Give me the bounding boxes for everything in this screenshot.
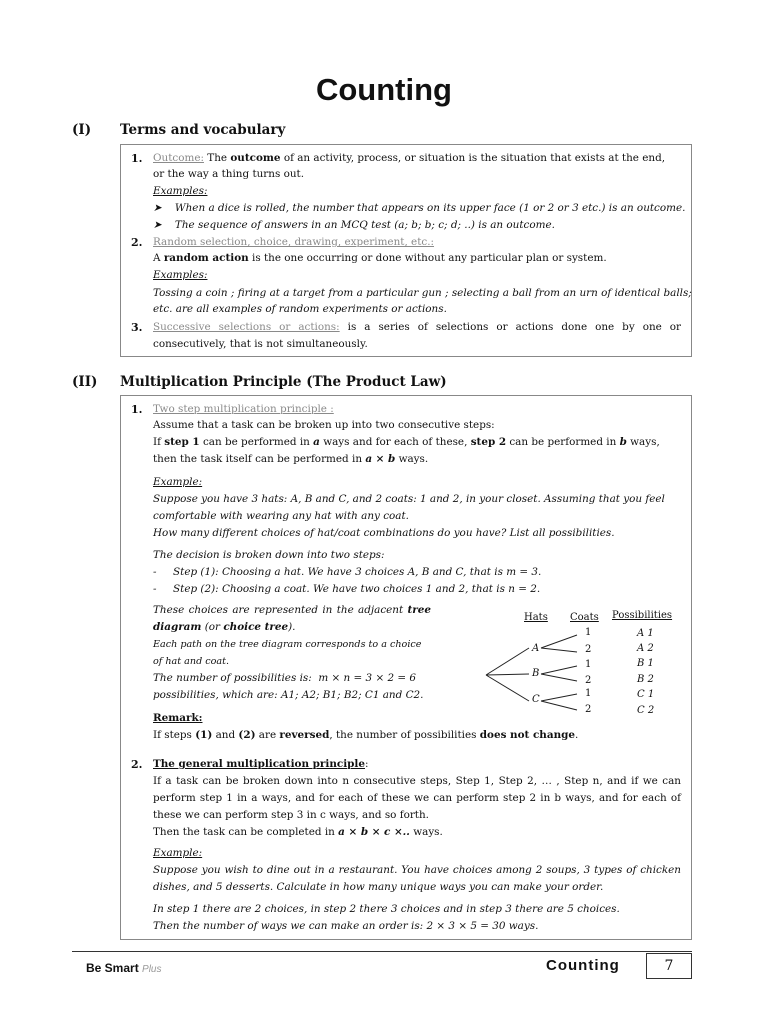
general-principle-heading <box>153 758 369 771</box>
section-1-heading <box>72 122 285 138</box>
bullet-1: ➤ When a dice is rolled, the number that appears on its upper face (1 or 2 or 3 etc.) is an outcome. <box>153 202 686 214</box>
math-var: a <box>313 436 320 448</box>
general-line4 <box>153 826 443 839</box>
text: is the one occurring or done without any particular plan or system. <box>248 252 607 264</box>
brand-plus: Plus <box>142 964 162 975</box>
bullet-text: When a dice is rolled, the number that appears on its upper face (1 or 2 or 3 etc.) is an outcome. <box>174 202 686 214</box>
text: If steps <box>153 729 196 741</box>
coat-node: 2 <box>585 704 592 715</box>
footer-brand <box>86 961 161 975</box>
bold-text: choice tree <box>223 621 289 633</box>
text: , the number of possibilities <box>329 729 480 741</box>
two-step-line1: Assume that a task can be broken up into two consecutive steps: <box>153 419 495 431</box>
possibility-item: B 2 <box>637 674 654 685</box>
text: ways. <box>395 453 429 465</box>
text: A <box>153 252 164 264</box>
tree-text-line4: of hat and coat. <box>153 656 230 667</box>
general-line1: If a task can be broken down into n consecutive steps, Step 1, Step 2, … , Step n, and if we can <box>153 775 681 787</box>
branch-line <box>541 635 577 648</box>
bold-text: random action <box>163 252 249 264</box>
text: are <box>255 729 280 741</box>
random-def <box>153 252 607 265</box>
term-outcome: Outcome: <box>153 152 204 164</box>
examples-label: Examples: <box>153 269 208 281</box>
example-label: Example: <box>153 847 203 859</box>
page-number: 7 <box>646 953 692 979</box>
text: ways. <box>409 826 443 838</box>
item-number: 1. <box>131 403 143 416</box>
math-expr: a × b × c ×.. <box>338 826 410 838</box>
example-line3: How many different choices of hat/coat combinations do you have? List all possibilities. <box>153 527 615 539</box>
coats-header: Coats <box>570 612 599 623</box>
tree-branches <box>481 626 581 716</box>
text: The <box>203 152 231 164</box>
branch-line <box>486 648 529 675</box>
remark-label: Remark: <box>153 712 203 724</box>
tree-text-line1 <box>153 604 431 617</box>
step-text: Step (2): Choosing a coat. We have two choices 1 and 2, that is n = 2. <box>173 583 541 595</box>
remark-text <box>153 729 578 742</box>
text: . <box>575 729 579 741</box>
successive-def-line2: consecutively, that is not simultaneously. <box>153 338 368 350</box>
bold-text: tree <box>407 604 431 616</box>
general-line2: perform step 1 in a ways, and for each of these we can perform step 2 in b ways, and for each of <box>153 792 681 804</box>
term-two-step: Two step multiplication principle : <box>153 403 334 415</box>
text: ways, <box>626 436 660 448</box>
bold-text: reversed <box>279 729 330 741</box>
text: and <box>212 729 239 741</box>
successive-def-line1 <box>153 321 681 334</box>
item-number: 1. <box>131 152 143 165</box>
general-example-line4: Then the number of ways we can make an order is: 2 × 3 × 5 = 30 ways. <box>153 920 539 932</box>
bold-text: outcome <box>230 152 281 164</box>
possibility-item: A 1 <box>637 628 654 639</box>
item-number: 2. <box>131 758 143 771</box>
brand-name: Be Smart <box>86 961 139 975</box>
item-number: 3. <box>131 321 143 334</box>
example-line1: Suppose you have 3 hats: A, B and C, and 2 coats: 1 and 2, in your closet. Assuming that you feel <box>153 493 665 505</box>
branch-line <box>486 675 529 701</box>
possibilities-header: Possibilities <box>612 610 673 621</box>
random-example-1: Tossing a coin ; firing at a target from a particular gun ; selecting a ball from an urn of identical balls; <box>153 287 692 299</box>
general-example-line2: dishes, and 5 desserts. Calculate in how many unique ways you can make your order. <box>153 881 604 893</box>
math-expr: m × n = 3 × 2 = 6 <box>318 672 416 684</box>
step-2-line <box>153 583 540 596</box>
term-successive: Successive selections or actions: <box>153 321 340 333</box>
bullet-text: The sequence of answers in an MCQ test (a; b; b; c; d; ..) is an outcome. <box>174 219 555 231</box>
text: : <box>364 758 369 770</box>
text: Then the task can be completed in <box>153 826 339 838</box>
dash: - <box>153 583 157 595</box>
coat-node: 2 <box>585 644 592 655</box>
general-example-line3: In step 1 there are 2 choices, in step 2 there 3 choices and in step 3 there are 5 choices. <box>153 903 620 915</box>
branch-line <box>541 648 577 652</box>
text: ). <box>288 621 296 633</box>
bold-text: diagram <box>153 621 202 633</box>
section-2-number: (II) <box>72 374 98 390</box>
bold-text: does not change <box>479 729 576 741</box>
branch-line <box>541 694 577 701</box>
coat-node: 1 <box>585 688 592 699</box>
possibility-item: C 2 <box>637 705 655 716</box>
text: If <box>153 436 165 448</box>
branch-line <box>541 701 577 710</box>
example-line2: comfortable with wearing any hat with any coat. <box>153 510 409 522</box>
coat-node: 1 <box>585 659 592 670</box>
text: of an activity, process, or situation is the situation that exists at the end, <box>280 152 666 164</box>
branch-line <box>541 666 577 674</box>
example-line4: The decision is broken down into two steps: <box>153 549 385 561</box>
possibility-item: C 1 <box>637 689 655 700</box>
hat-node: C <box>532 694 540 705</box>
bold-text: (2) <box>238 729 256 741</box>
hat-node: B <box>532 668 540 679</box>
outcome-def-line1 <box>153 152 665 165</box>
outcome-def-line2: or the way a thing turns out. <box>153 168 305 180</box>
multiplication-box <box>120 395 692 940</box>
text: can be performed in <box>506 436 620 448</box>
bullet-2: ➤ The sequence of answers in an MCQ test (a; b; b; c; d; ..) is an outcome. <box>153 219 555 231</box>
possibility-item: B 1 <box>637 658 654 669</box>
text: can be performed in <box>199 436 314 448</box>
bold-text: step 1 <box>164 436 200 448</box>
terms-box <box>120 144 692 357</box>
text: (or <box>201 621 224 633</box>
tree-text-line5 <box>153 672 416 685</box>
hat-node: A <box>532 643 540 654</box>
examples-label: Examples: <box>153 185 208 197</box>
section-1-number: (I) <box>72 122 92 138</box>
coat-node: 1 <box>585 627 592 638</box>
term-general-principle: The general multiplication principle <box>153 758 365 770</box>
text: is a series of selections or actions done one by one or <box>339 321 681 333</box>
step-1-line <box>153 566 541 579</box>
bold-text: (1) <box>195 729 213 741</box>
page-title: Counting <box>315 72 452 107</box>
random-example-2: etc. are all examples of random experiments or actions. <box>153 303 447 315</box>
item-number: 2. <box>131 236 143 249</box>
general-line3: these we can perform step 3 in c ways, and so forth. <box>153 809 429 821</box>
footer-title: Counting <box>546 957 620 974</box>
tree-text-line3: Each path on the tree diagram corresponds to a choice <box>153 639 422 650</box>
text: ways and for each of these, <box>319 436 471 448</box>
text: These choices are represented in the adjacent <box>153 604 408 616</box>
math-expr: a × b <box>365 453 396 465</box>
two-step-line3 <box>153 453 428 466</box>
branch-line <box>486 674 529 675</box>
tree-text-line6: possibilities, which are: A1; A2; B1; B2; C1 and C2. <box>153 689 424 701</box>
math-var: b <box>619 436 627 448</box>
step-text: Step (1): Choosing a hat. We have 3 choices A, B and C, that is m = 3. <box>173 566 542 578</box>
possibility-item: A 2 <box>637 643 654 654</box>
branch-line <box>541 674 577 681</box>
coat-node: 2 <box>585 675 592 686</box>
term-random-selection: Random selection, choice, drawing, experiment, etc.: <box>153 236 435 248</box>
bold-text: step 2 <box>470 436 507 448</box>
tree-text-line2 <box>153 621 295 634</box>
hats-header: Hats <box>524 612 548 623</box>
dash: - <box>153 566 157 578</box>
footer-divider <box>72 951 692 952</box>
text: then the task itself can be performed in <box>153 453 366 465</box>
example-label: Example: <box>153 476 203 488</box>
section-2-title: Multiplication Principle (The Product Law) <box>120 374 447 390</box>
two-step-line2 <box>153 436 660 449</box>
text: The number of possibilities is: <box>153 672 316 684</box>
section-2-heading <box>72 374 447 390</box>
general-example-line1: Suppose you wish to dine out in a restaurant. You have choices among 2 soups, 3 types of chicken <box>153 864 681 876</box>
section-1-title: Terms and vocabulary <box>120 122 286 138</box>
